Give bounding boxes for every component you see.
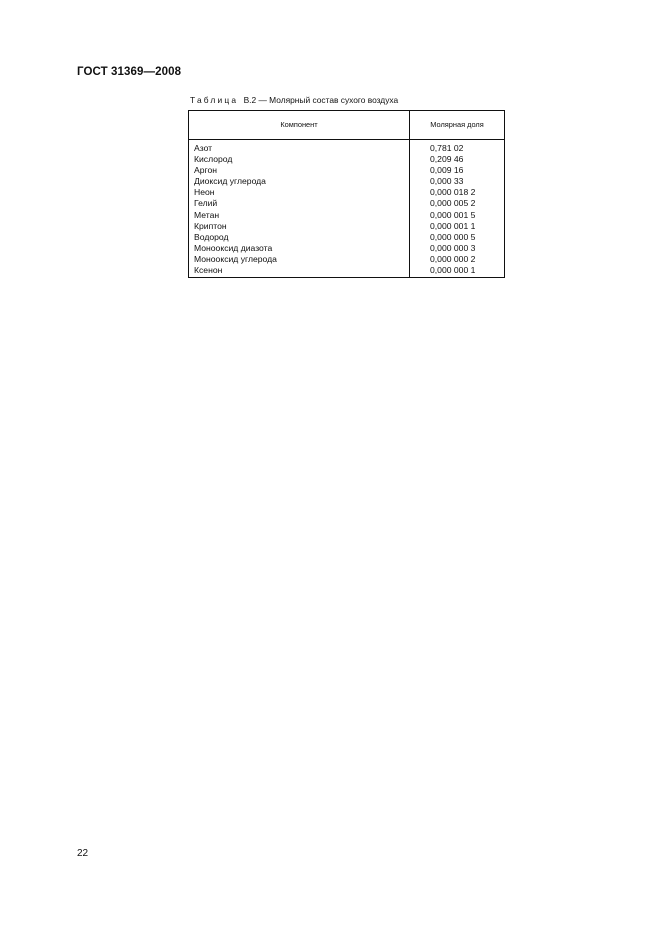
molar-fraction-cell: 0,000 000 1 — [430, 265, 476, 276]
table-row — [189, 221, 504, 232]
table-row — [189, 176, 504, 187]
table-header-row — [189, 111, 504, 140]
molar-fraction-cell: 0,000 005 2 — [430, 198, 476, 209]
component-name-cell: Аргон — [194, 165, 217, 176]
table-row — [189, 187, 504, 198]
molar-fraction-cell: 0,000 000 2 — [430, 253, 476, 264]
table-caption-text: В.2 — Молярный состав сухого воздуха — [243, 95, 399, 105]
table-row — [189, 265, 504, 276]
molar-fraction-cell: 0,781 02 — [430, 143, 464, 153]
component-name-cell: Водород — [194, 231, 229, 242]
component-name-cell: Гелий — [194, 198, 218, 209]
component-name-cell: Ксенон — [194, 265, 223, 276]
component-name-cell: Метан — [194, 209, 220, 220]
document-title: ГОСТ 31369—2008 — [77, 66, 182, 78]
table-caption — [190, 95, 398, 105]
component-name-cell: Неон — [194, 187, 215, 198]
table-row — [189, 143, 504, 154]
component-name-cell: Монооксид углерода — [194, 253, 277, 264]
table-body — [189, 143, 504, 276]
table-row — [189, 254, 504, 265]
component-name-cell: Криптон — [194, 220, 227, 231]
header-component: Компонент — [280, 120, 318, 129]
molar-fraction-cell: 0,000 000 3 — [430, 242, 476, 253]
molar-fraction-cell: 0,000 001 5 — [430, 209, 476, 220]
molar-fraction-cell: 0,209 46 — [430, 154, 464, 165]
table-row — [189, 165, 504, 176]
table-row — [189, 154, 504, 165]
table-row — [189, 198, 504, 209]
component-name-cell: Диоксид углерода — [194, 176, 266, 187]
molar-fraction-cell: 0,009 16 — [430, 165, 464, 176]
header-molar-fraction: Молярная доля — [430, 120, 484, 129]
molar-fraction-cell: 0,000 33 — [430, 176, 464, 187]
table-caption-label: Таблица — [190, 95, 239, 105]
component-name-cell: Кислород — [194, 154, 233, 165]
page-number: 22 — [77, 848, 89, 859]
component-name-cell: Азот — [194, 143, 213, 153]
molar-fraction-cell: 0,000 001 1 — [430, 220, 476, 231]
component-name-cell: Монооксид диазота — [194, 242, 273, 253]
molar-fraction-cell: 0,000 000 5 — [430, 231, 476, 242]
table-row — [189, 232, 504, 243]
table-row — [189, 210, 504, 221]
molar-fraction-cell: 0,000 018 2 — [430, 187, 476, 198]
table-row — [189, 243, 504, 254]
molar-composition-table — [188, 110, 505, 278]
